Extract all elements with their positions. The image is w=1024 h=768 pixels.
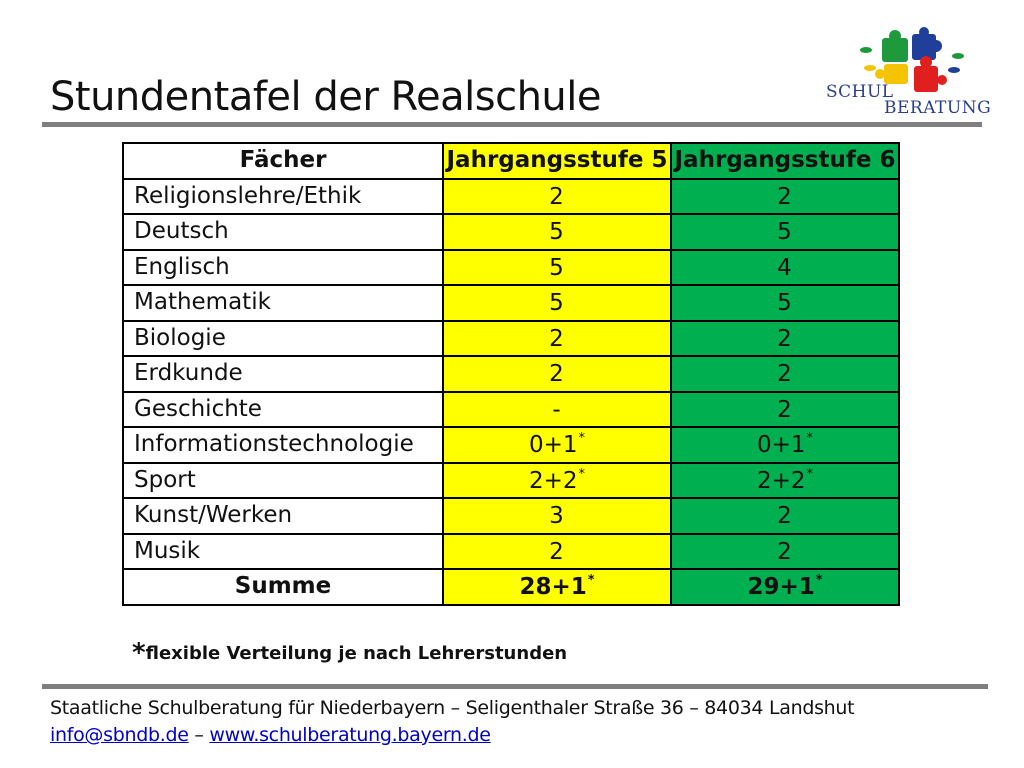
table-header-row bbox=[123, 143, 899, 179]
year6-cell: 5 bbox=[671, 214, 899, 250]
total-row bbox=[123, 569, 899, 605]
table-row bbox=[123, 534, 899, 570]
year5-cell: - bbox=[443, 392, 671, 428]
year5-cell: 5 bbox=[443, 214, 671, 250]
year5-cell: 0+1* bbox=[443, 427, 671, 463]
year6-cell: 5 bbox=[671, 285, 899, 321]
subject-cell: Sport bbox=[123, 463, 443, 499]
header-year6: Jahrgangsstufe 6 bbox=[671, 143, 899, 179]
year6-cell: 4 bbox=[671, 250, 899, 286]
email-link[interactable]: info@sbndb.de bbox=[50, 724, 189, 746]
footnote bbox=[132, 638, 567, 668]
year5-cell: 5 bbox=[443, 285, 671, 321]
subject-cell: Erdkunde bbox=[123, 356, 443, 392]
title-divider bbox=[42, 122, 982, 127]
table-row bbox=[123, 427, 899, 463]
footer-address: Staatliche Schulberatung für Niederbayern – Seligenthaler Straße 36 – 84034 Landshut bbox=[50, 697, 855, 719]
subject-cell: Geschichte bbox=[123, 392, 443, 428]
year6-cell: 2 bbox=[671, 356, 899, 392]
table-row bbox=[123, 179, 899, 215]
year6-cell: 2 bbox=[671, 392, 899, 428]
year6-cell: 2 bbox=[671, 179, 899, 215]
subject-cell: Deutsch bbox=[123, 214, 443, 250]
page-title: Stundentafel der Realschule bbox=[50, 74, 601, 120]
total-label: Summe bbox=[123, 569, 443, 605]
table-row bbox=[123, 498, 899, 534]
table-row bbox=[123, 321, 899, 357]
year5-cell: 2 bbox=[443, 534, 671, 570]
year5-cell: 2+2* bbox=[443, 463, 671, 499]
year6-cell: 0+1* bbox=[671, 427, 899, 463]
year5-cell: 2 bbox=[443, 356, 671, 392]
table-row bbox=[123, 285, 899, 321]
subject-cell: Religionslehre/Ethik bbox=[123, 179, 443, 215]
total-year6: 29+1* bbox=[671, 569, 899, 605]
logo-text-beratung: BERATUNG bbox=[884, 98, 992, 118]
footnote-star: * bbox=[132, 638, 146, 668]
subject-cell: Biologie bbox=[123, 321, 443, 357]
year6-cell: 2 bbox=[671, 498, 899, 534]
website-link[interactable]: www.schulberatung.bayern.de bbox=[209, 724, 491, 746]
timetable bbox=[122, 142, 900, 606]
table-row bbox=[123, 392, 899, 428]
year6-cell: 2 bbox=[671, 534, 899, 570]
year5-cell: 5 bbox=[443, 250, 671, 286]
year6-cell: 2 bbox=[671, 321, 899, 357]
footer-links bbox=[50, 724, 491, 746]
subject-cell: Musik bbox=[123, 534, 443, 570]
year5-cell: 3 bbox=[443, 498, 671, 534]
subject-cell: Mathematik bbox=[123, 285, 443, 321]
logo-text-schul: SCHUL bbox=[826, 82, 894, 102]
subject-cell: Englisch bbox=[123, 250, 443, 286]
table-row bbox=[123, 250, 899, 286]
year6-cell: 2+2* bbox=[671, 463, 899, 499]
total-year5: 28+1* bbox=[443, 569, 671, 605]
footer-separator: – bbox=[194, 724, 204, 746]
footnote-text: flexible Verteilung je nach Lehrerstunden bbox=[145, 643, 568, 664]
subject-cell: Informationstechnologie bbox=[123, 427, 443, 463]
header-year5: Jahrgangsstufe 5 bbox=[443, 143, 671, 179]
table-row bbox=[123, 463, 899, 499]
footer-divider bbox=[42, 684, 988, 689]
year5-cell: 2 bbox=[443, 179, 671, 215]
header-subjects: Fächer bbox=[123, 143, 443, 179]
table-row bbox=[123, 356, 899, 392]
subject-cell: Kunst/Werken bbox=[123, 498, 443, 534]
year5-cell: 2 bbox=[443, 321, 671, 357]
table-row bbox=[123, 214, 899, 250]
schulberatung-logo bbox=[822, 24, 992, 120]
